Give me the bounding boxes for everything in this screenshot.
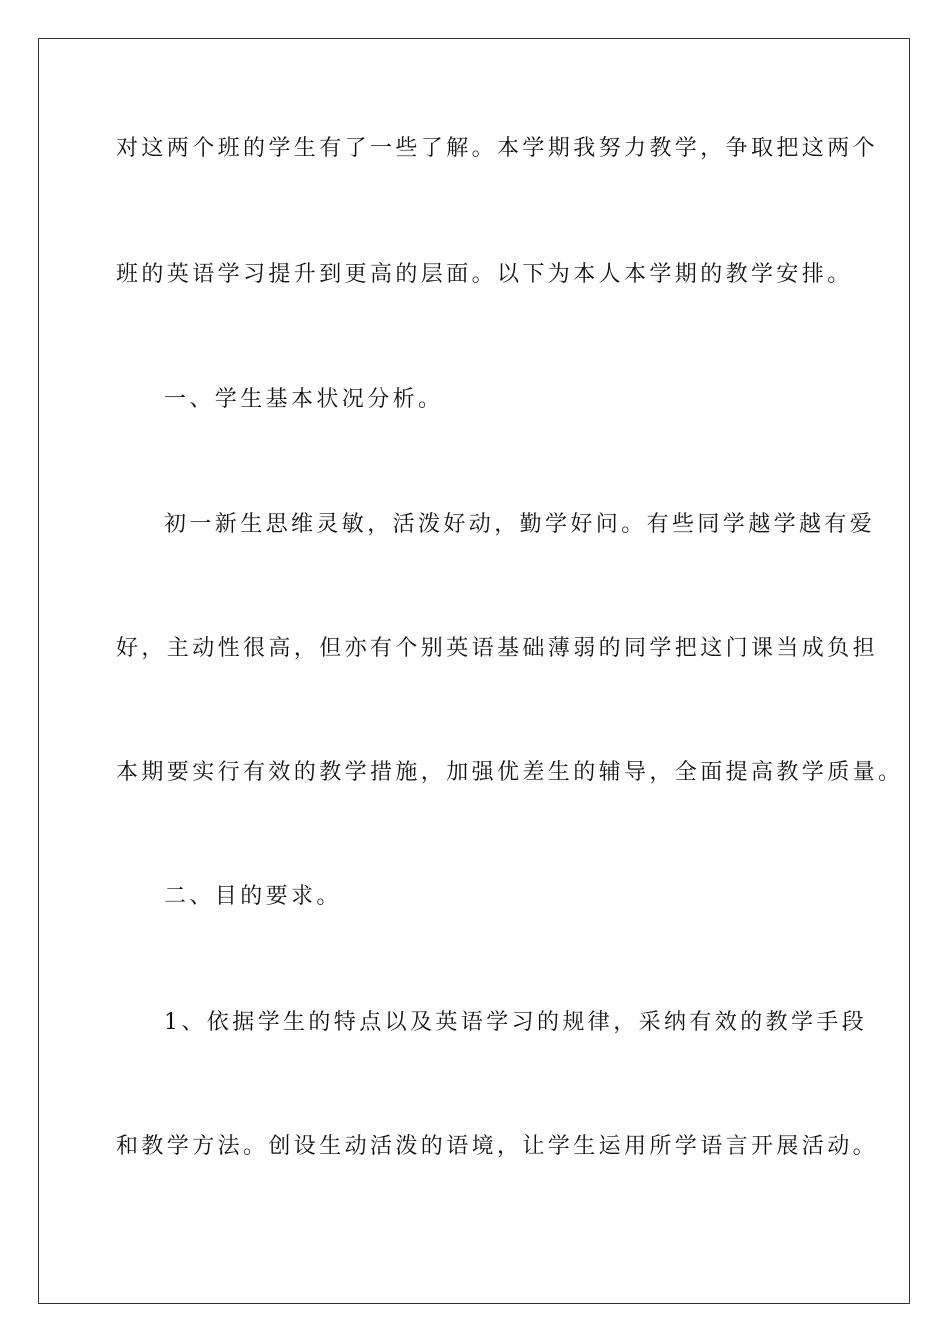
- body-text-line: 对这两个班的学生有了一些了解。本学期我努力教学，争取把这两个: [116, 136, 879, 161]
- body-text-line: 本期要实行有效的教学措施，加强优差生的辅导，全面提高教学质量。: [116, 760, 904, 785]
- body-text-line: 好，主动性很高，但亦有个别英语基础薄弱的同学把这门课当成负担: [116, 636, 879, 661]
- list-item-1: 1、依据学生的特点以及英语学习的规律，采纳有效的教学手段: [164, 1010, 868, 1035]
- section-heading-student-analysis: 一、学生基本状况分析。: [164, 387, 444, 412]
- body-text-line: 初一新生思维灵敏，活泼好动，勤学好问。有些同学越学越有爱: [164, 512, 876, 537]
- section-heading-objectives: 二、目的要求。: [164, 884, 342, 909]
- body-text-line: 班的英语学习提升到更高的层面。以下为本人本学期的教学安排。: [116, 262, 853, 287]
- page-frame: [38, 38, 910, 1304]
- body-text-line: 和教学方法。创设生动活泼的语境，让学生运用所学语言开展活动。: [116, 1134, 879, 1159]
